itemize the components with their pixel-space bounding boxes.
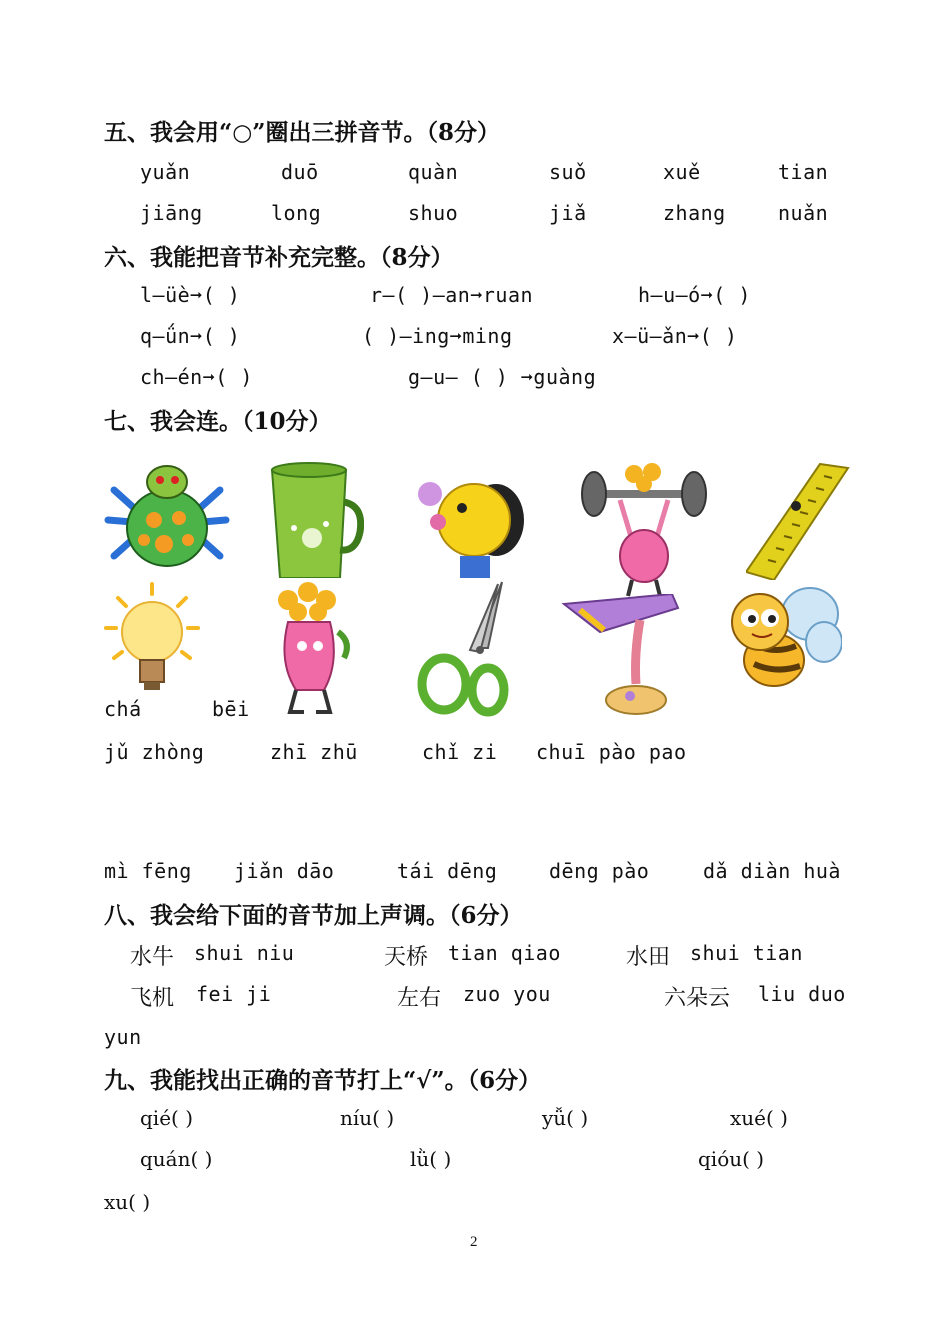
spider-icon bbox=[104, 460, 230, 572]
pinyin-word: liu duo bbox=[758, 982, 846, 1006]
fill-item: r—( )—an➞ruan bbox=[370, 283, 534, 307]
word: chuī pào pao bbox=[536, 740, 687, 764]
chinese-word: 水牛 bbox=[130, 945, 175, 970]
fill-item: h—u—ó➞( ) bbox=[638, 283, 751, 307]
check-item: qióu( ) bbox=[698, 1147, 765, 1171]
page-number: 2 bbox=[470, 1234, 478, 1250]
word: chǐ zi bbox=[422, 740, 498, 764]
cup-icon bbox=[268, 462, 364, 578]
word: chá bbox=[104, 697, 142, 721]
word: zhī zhū bbox=[270, 740, 358, 764]
chinese-word: 左右 bbox=[397, 986, 442, 1011]
word: dǎ diàn huà bbox=[703, 859, 841, 883]
syllable: quàn bbox=[408, 160, 459, 184]
check-item: yǚ( ) bbox=[542, 1106, 589, 1130]
syllable: shuo bbox=[408, 201, 459, 225]
bubble-kid-icon bbox=[412, 460, 530, 578]
word: jiǎn dāo bbox=[234, 859, 335, 883]
syllable: jiāng bbox=[140, 201, 203, 225]
word: mì fēng bbox=[104, 859, 192, 883]
section-9-title: 九、我能找出正确的音节打上“√”。（6分） bbox=[104, 1067, 542, 1094]
syllable: tian bbox=[778, 160, 829, 184]
fill-item: q—ǘn➞( ) bbox=[140, 324, 241, 348]
flower-vase-icon bbox=[268, 582, 354, 718]
fill-item: g—u— ( ) ➞guàng bbox=[408, 365, 597, 389]
check-item: níu( ) bbox=[340, 1106, 395, 1130]
check-item: quán( ) bbox=[140, 1147, 213, 1171]
syllable: jiǎ bbox=[549, 201, 587, 225]
syllable: xuě bbox=[663, 160, 701, 184]
section-7-title: 七、我会连。（10分） bbox=[104, 408, 332, 435]
desk-lamp-icon bbox=[560, 594, 682, 718]
chinese-word: 飞机 bbox=[130, 986, 175, 1011]
section-6-title: 六、我能把音节补充完整。（8分） bbox=[104, 244, 454, 271]
syllable: long bbox=[271, 201, 322, 225]
fill-item: x—ü—ǎn➞( ) bbox=[612, 324, 738, 348]
chinese-word: 水田 bbox=[626, 945, 671, 970]
syllable: nuǎn bbox=[778, 201, 829, 225]
word: jǔ zhòng bbox=[104, 740, 205, 764]
section-8-title: 八、我会给下面的音节加上声调。（6分） bbox=[104, 902, 523, 929]
syllable: zhang bbox=[663, 201, 726, 225]
word: bēi bbox=[212, 697, 250, 721]
bee-icon bbox=[724, 580, 842, 698]
fill-item: ( )—ing➞ming bbox=[362, 324, 513, 348]
pinyin-word: yun bbox=[104, 1025, 142, 1049]
fill-item: l—üè➞( ) bbox=[140, 283, 241, 307]
syllable: suǒ bbox=[549, 160, 587, 184]
scissors-icon bbox=[414, 578, 514, 718]
pinyin-word: shui tian bbox=[690, 941, 803, 965]
word: dēng pào bbox=[549, 859, 650, 883]
syllable: yuǎn bbox=[140, 160, 191, 184]
check-item: xué( ) bbox=[730, 1106, 788, 1130]
word: tái dēng bbox=[397, 859, 498, 883]
pinyin-word: tian qiao bbox=[448, 941, 561, 965]
chinese-word: 天桥 bbox=[384, 945, 429, 970]
pinyin-word: shui niu bbox=[194, 941, 295, 965]
weightlifter-icon bbox=[580, 460, 708, 598]
lightbulb-icon bbox=[104, 582, 200, 692]
syllable: duō bbox=[281, 160, 319, 184]
section-5-title: 五、我会用“○”圈出三拼音节。（8分） bbox=[104, 119, 501, 146]
check-item: lǜ( ) bbox=[410, 1147, 452, 1171]
check-item: qié( ) bbox=[140, 1106, 193, 1130]
pinyin-word: zuo you bbox=[463, 982, 551, 1006]
check-item: xu( ) bbox=[104, 1190, 151, 1214]
pinyin-word: fei ji bbox=[196, 982, 272, 1006]
fill-item: ch—én➞( ) bbox=[140, 365, 253, 389]
ruler-icon bbox=[746, 462, 850, 580]
chinese-word: 六朵云 bbox=[664, 986, 731, 1011]
